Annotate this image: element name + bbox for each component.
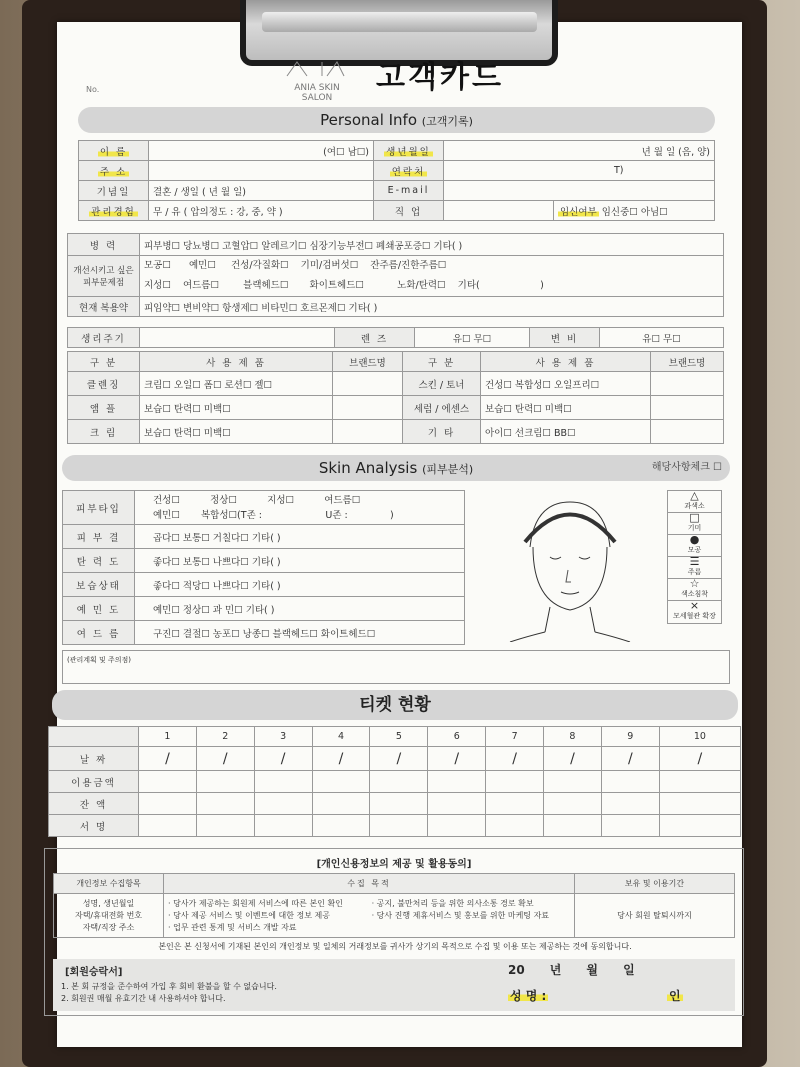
ticket-cell[interactable] xyxy=(544,815,602,837)
ticket-cell[interactable] xyxy=(254,793,312,815)
ticket-cell[interactable] xyxy=(196,771,254,793)
cycle-table: 생리주기 렌 즈 유☐ 무☐ 변 비 유☐ 무☐ xyxy=(67,327,724,348)
ticket-column-number: 6 xyxy=(428,727,486,747)
ticket-cell[interactable] xyxy=(139,815,197,837)
ticket-cell[interactable] xyxy=(601,771,659,793)
ticket-cell[interactable]: / xyxy=(601,747,659,771)
ticket-cell[interactable] xyxy=(486,771,544,793)
ticket-cell[interactable]: / xyxy=(370,747,428,771)
ticket-cell[interactable] xyxy=(312,771,370,793)
ticket-cell[interactable]: / xyxy=(196,747,254,771)
face-diagram xyxy=(505,492,635,642)
ticket-cell[interactable]: / xyxy=(659,747,740,771)
skin-analysis-header: Skin Analysis (피부분석) 해당사항체크 ☐ xyxy=(62,455,730,481)
ticket-cell[interactable] xyxy=(254,771,312,793)
ticket-column-number: 7 xyxy=(486,727,544,747)
ticket-column-number: 8 xyxy=(544,727,602,747)
experience-field[interactable]: 무 / 유 ( 압의정도 : 강, 중, 약 ) xyxy=(149,201,374,221)
address-field[interactable] xyxy=(149,161,374,181)
table-row: 클렌징 크림☐ 오일☐ 폼☐ 로션☐ 젤☐ 스킨 / 토너 건성☐ 복합성☐ 오일프리☐ xyxy=(68,372,724,396)
personal-info-header: Personal Info (고객기록) xyxy=(78,107,715,133)
name-field[interactable]: (여☐ 남☐) xyxy=(149,141,374,161)
health-table: 병 력 피부병☐ 당뇨병☐ 고혈압☐ 알레르기☐ 심장기능부전☐ 폐쇄공포증☐ 기타( ) 개선시키고 싶은 피부문제점 모공☐ 예민☐ 건성/각질화☐ 기미/검버섯☐ 잔주름/진한주름☐ 지성☐ 여드름☐ 블랙헤드☐ 화이트헤드☐ 노화/탄력☐ 기타( ) 현재 복용약 피임약☐ 변비약☐ 항생제☐ 비타민☐ 호르몬제☐ 기타( ) xyxy=(67,233,724,317)
ticket-cell[interactable] xyxy=(312,793,370,815)
ticket-cell[interactable]: / xyxy=(254,747,312,771)
ticket-cell[interactable]: / xyxy=(139,747,197,771)
ticket-cell[interactable] xyxy=(312,815,370,837)
ticket-cell[interactable] xyxy=(196,793,254,815)
ticket-column-number: 5 xyxy=(370,727,428,747)
ticket-column-number: 2 xyxy=(196,727,254,747)
member-agreement: [회원승락서] 1. 본 회 규정을 준수하여 가입 후 회비 환불을 할 수 없습니다. 2. 회원권 매월 유효기간 내 사용하셔야 합니다. 20 년 월 일 성 명 : 인 xyxy=(53,959,735,1011)
ticket-cell[interactable] xyxy=(139,771,197,793)
ticket-column-number: 9 xyxy=(601,727,659,747)
ticket-cell[interactable] xyxy=(196,815,254,837)
ticket-cell[interactable] xyxy=(659,771,740,793)
ticket-column-number: 1 xyxy=(139,727,197,747)
pregnant-field[interactable]: 임신여부 임신중☐ 아님☐ xyxy=(554,201,715,221)
consent-section: [개인신용정보의 제공 및 활용동의] 개인정보 수집항목 수집 목적 보유 및 이용기간 성명, 생년월일 자택/휴대전화 번호 자택/직장 주소 · 당사가 제공하는 회원제 서비스에 따른 본인 확인 · 당사 제공 서비스 및 이벤트에 대한 정보 제공 · 업무 관련 통계 및 서비스 개발 자료 · 공지, 불만처리 등을 위한 의사소통 경로 확보 · 당사 진행 제휴서비스 및 홍보를 위한 마케팅 자료 당사 회원 탈퇴시까지 본인은 본 신청서에 기재된 본인의 개인정보 및 일체의 거래정보를 귀사가 상기의 목적으로 수집 및 이용 또는 제공하는 것에 동의합니다. [회원승락서] 1. 본 회 규정을 준수하여 가입 후 회비 환불을 할 수 없습니다. 2. 회원권 매월 유효기간 내 사용하셔야 합니다. 20 년 월 일 성 명 : 인 xyxy=(44,848,744,1016)
ticket-cell[interactable] xyxy=(428,815,486,837)
ticket-table: 1 2 3 4 5 6 7 8 9 10 날 짜 / / / / / / / / / / 이용금액 잔 액 서 명 xyxy=(48,726,741,837)
brand-logo: ANIA SKIN SALON xyxy=(282,58,352,92)
legend-item: ☆ 색소침착 xyxy=(668,579,721,601)
cycle-field[interactable] xyxy=(140,328,335,348)
anniversary-field[interactable]: 결혼 / 생일 ( 년 월 일) xyxy=(149,181,374,201)
table-row: 크 림 보습☐ 탄력☐ 미백☐ 기 타 아이☐ 선크림☐ BB☐ xyxy=(68,420,724,444)
legend-item: ● 모공 xyxy=(668,535,721,557)
ticket-cell[interactable] xyxy=(601,793,659,815)
ticket-cell[interactable]: / xyxy=(312,747,370,771)
job-field[interactable] xyxy=(444,201,554,221)
ticket-cell[interactable] xyxy=(370,771,428,793)
clip-bar xyxy=(262,12,537,32)
ticket-cell[interactable]: / xyxy=(544,747,602,771)
ticket-cell[interactable] xyxy=(428,793,486,815)
ticket-cell[interactable] xyxy=(601,815,659,837)
symbol-legend xyxy=(667,490,722,624)
ticket-cell[interactable]: / xyxy=(486,747,544,771)
legend-item: × 모세혈관 확장 xyxy=(673,599,716,620)
products-table: 구 분 사 용 제 품 브랜드명 구 분 사 용 제 품 브랜드명 클렌징 크림☐ 오일☐ 폼☐ 로션☐ 젤☐ 스킨 / 토너 건성☐ 복합성☐ 오일프리☐ 앰 플 보습☐ 탄력☐ 미백☐ 세럼 / 에센스 보습☐ 탄력☐ 미백☐ 크 림 보습☐ 탄력☐ 미백☐ 기 타 아이☐ 선크림☐ BB☐ xyxy=(67,351,724,444)
ticket-cell[interactable] xyxy=(486,815,544,837)
ticket-cell[interactable] xyxy=(428,771,486,793)
page-title: 고객카드 xyxy=(376,60,504,95)
ticket-cell[interactable] xyxy=(254,815,312,837)
skin-analysis-table: 피부타입 건성☐ 정상☐ 지성☐ 여드름☐ 예민☐ 복합성☐(T존 : U존 : ) 피 부 결 곱다☐ 보통☐ 거칠다☐ 기타( ) 탄 력 도 좋다☐ 보통☐ 나쁘다☐ 기타( ) 보습상태 좋다☐ 적당☐ 나쁘다☐ 기타( ) 예 민 도 예민☐ 정상☐ 과 민☐ 기타( ) 여 드 름 구진☐ 결절☐ 농포☐ 낭종☐ 블랙헤드☐ 화이트헤드☐ xyxy=(62,490,465,645)
ticket-cell[interactable] xyxy=(544,771,602,793)
contact-field[interactable]: T) xyxy=(444,161,715,181)
ticket-cell[interactable] xyxy=(370,815,428,837)
legend-item: △ 과색소 xyxy=(668,491,721,513)
ticket-column-number: 3 xyxy=(254,727,312,747)
ticket-cell[interactable] xyxy=(659,793,740,815)
table-row: 앰 플 보습☐ 탄력☐ 미백☐ 세럼 / 에센스 보습☐ 탄력☐ 미백☐ xyxy=(68,396,724,420)
legend-item: ☰ 주름 xyxy=(668,557,721,579)
ticket-cell[interactable] xyxy=(139,793,197,815)
ticket-cell[interactable] xyxy=(486,793,544,815)
care-notes[interactable]: (관리계획 및 주의점) xyxy=(62,650,730,684)
birth-field[interactable]: 년 월 일 (음, 양) xyxy=(444,141,715,161)
ticket-cell[interactable] xyxy=(544,793,602,815)
ticket-header: 티켓 현황 xyxy=(52,690,738,720)
consent-table: 개인정보 수집항목 수집 목적 보유 및 이용기간 성명, 생년월일 자택/휴대전화 번호 자택/직장 주소 · 당사가 제공하는 회원제 서비스에 따른 본인 확인 · 당사 제공 서비스 및 이벤트에 대한 정보 제공 · 업무 관련 통계 및 서비스 개발 자료 · 공지, 불만처리 등을 위한 의사소통 경로 확보 · 당사 진행 제휴서비스 및 홍보를 위한 마케팅 자료 당사 회원 탈퇴시까지 xyxy=(53,873,735,938)
personal-info-table: 이 름 (여☐ 남☐) 생년월일 년 월 일 (음, 양) 주 소 연락처 T) 기념일 결혼 / 생일 ( 년 월 일) E-mail 관리경험 무 / 유 ( 압의정도 : 강, 중, 약 ) 직 업 임신여부 임신중☐ 아님☐ xyxy=(78,140,715,221)
legend-item: □ 기미 xyxy=(668,513,721,535)
ticket-cell[interactable] xyxy=(659,815,740,837)
email-field[interactable] xyxy=(444,181,715,201)
number-label: No. xyxy=(86,85,100,94)
ticket-cell[interactable] xyxy=(370,793,428,815)
ticket-column-number: 10 xyxy=(659,727,740,747)
sign-field[interactable]: 인 xyxy=(669,989,681,1003)
ticket-column-number: 4 xyxy=(312,727,370,747)
ticket-cell[interactable]: / xyxy=(428,747,486,771)
